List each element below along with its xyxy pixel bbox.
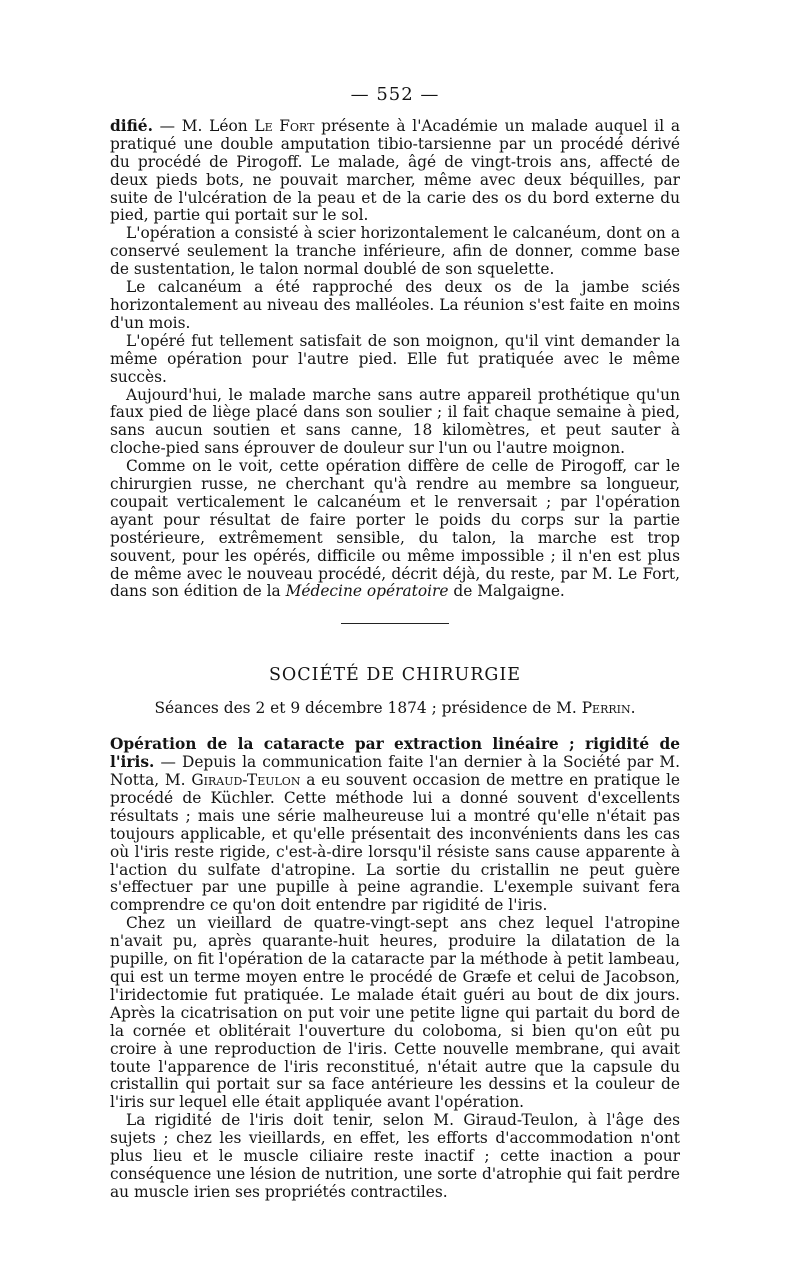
document-page xyxy=(110,86,680,1202)
article1-paragraph-2: L'opération a consisté à scier horizontalement le calcanéum, dont on a conservé seulement la tranche inférieure, afin de donner, comme base de sustentation, le talon normal doublé de son squelette. xyxy=(110,224,680,279)
article-leblanc-paragraph-1: difié. — M. Léon Le Fort présente à l'Académie un malade auquel il a pratiqué une double amputation tibio-tarsienne par un procédé dérivé du procédé de Pirogoff. Le malade, âgé de vingt-trois ans, affecté de deux pieds bots, ne pouvait marcher, même avec deux béquilles, par suite de l'ulcération de la peau et de la carie des os du bord externe du pied, partie qui portait sur le sol. xyxy=(110,116,681,225)
book-title: Médecine opératoire xyxy=(285,582,449,601)
section-divider xyxy=(341,623,449,624)
session-info: Séances des 2 et 9 décembre 1874 ; présidence de M. Perrin. xyxy=(154,699,636,718)
author-name-2: Giraud-Teulon xyxy=(191,771,301,789)
article1-paragraph-6: Comme on le voit, cette opération diffère de celle de Pirogoff, car le chirurgien russe, ne cherchant qu'à rendre au membre sa longueur, coupait verticalement le calcanéum et le renversait ; par l'opération ayant pour résultat de faire porter le poids du corps sur la partie postérieure, extrêmement sensible, du talon, la marche est trop souvent, pour les opérés, difficile ou même impossible ; il n'en est plus de même avec le nouveau procédé, décrit déjà, du reste, par M. Le Fort, dans son édition de la Médecine opératoire de Malgaigne. xyxy=(110,457,680,601)
article-title-fragment: difié. xyxy=(110,116,153,135)
section-heading: SOCIÉTÉ DE CHIRURGIE xyxy=(268,665,522,686)
president-name: Perrin xyxy=(581,699,631,718)
page-number: — 552 — xyxy=(350,84,440,105)
author-name: Le Fort xyxy=(254,116,315,135)
article1-paragraph-4: L'opéré fut tellement satisfait de son moignon, qu'il vint demander la même opération pour l'autre pied. Elle fut pratiquée avec le même succès. xyxy=(110,331,680,386)
article1-paragraph-5: Aujourd'hui, le malade marche sans autre appareil prothétique qu'un faux pied de liège placé dans son soulier ; il fait chaque semaine à pied, sans aucun soutien et sans canne, 18 kilomètres, et peut sauter à cloche-pied sans éprouver de douleur sur l'un ou l'autre moignon. xyxy=(110,385,680,458)
article2-paragraph-3: La rigidité de l'iris doit tenir, selon M. Giraud-Teulon, à l'âge des sujets ; chez les vieillards, en effet, les efforts d'accommodation n'ont plus lieu et le muscle ciliaire reste inactif ; cette inaction a pour conséquence une lésion de nutrition, une sorte d'atrophie qui fait perdre au muscle irien ses propriétés contractiles. xyxy=(110,1111,680,1201)
article1-paragraph-3: Le calcanéum a été rapproché des deux os de la jambe sciés horizontalement au niveau des malléoles. La réunion s'est faite en moins d'un mois. xyxy=(110,278,680,332)
article2-paragraph-2: Chez un vieillard de quatre-vingt-sept ans chez lequel l'atropine n'avait pu, après quarante-huit heures, produire la dilatation de la pupille, on fit l'opération de la cataracte par la méthode à petit lambeau, qui est un terme moyen entre le procédé de Græfe et celui de Jacobson, l'iridectomie fut pratiquée. Le malade était guéri au bout de dix jours. Après la cicatrisation on put voir une petite ligne qui partait du bord de la cornée et oblitérait l'ouverture du coloboma, si bien qu'on eût pu croire à une reproduction de l'iris. Cette nouvelle membrane, qui avait toute l'apparence de l'iris reconstitué, n'était autre que la capsule du cristallin qui portait sur sa face antérieure les dessins et la couleur de l'iris sur lequel elle était appliquée avant l'opération. xyxy=(110,914,680,1112)
article2-title: Opération de la cataracte par extraction linéaire ; rigidité de l'iris. xyxy=(110,735,680,772)
article2-paragraph-1: Opération de la cataracte par extraction linéaire ; rigidité de l'iris. — Depuis la communication faite l'an dernier à la Société par M. Notta, M. Giraud-Teulon a eu souvent occasion de mettre en pratique le procédé de Küchler. Cette méthode lui a donné souvent d'excellents résultats ; mais une série malheureuse lui a montré qu'elle n'était pas toujours applicable, et qu'elle présentait des inconvénients dans les cas où l'iris reste rigide, c'est-à-dire lorsqu'il résiste sans cause apparente à l'action du sulfate d'atropine. La sortie du cristallin ne peut guère s'effectuer par une pupille à peine agrandie. L'exemple suivant fera comprendre ce qu'on doit entendre par rigidité de l'iris. xyxy=(110,735,680,915)
